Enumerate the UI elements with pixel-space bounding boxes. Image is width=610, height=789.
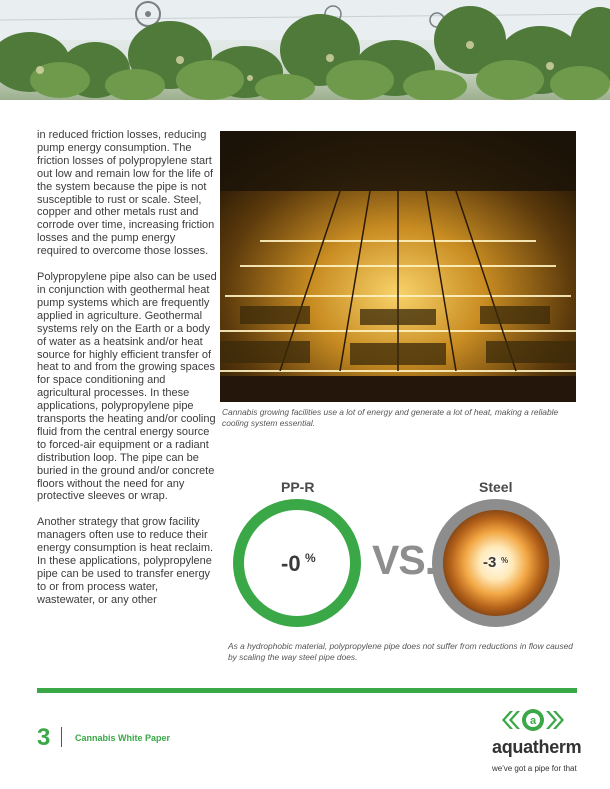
ppr-label: PP-R [281,479,315,495]
body-paragraph: in reduced friction losses, reducing pump energy consumption. The friction losses of polypropylene start out low and remain low for the life of the system because the pipe is not susceptible to rust or scale. Steel, copper and other metals rust and corrode over time, increasing friction losses and the pump energy required to overcome those losses. [37,129,215,258]
steel-percent-sign: % [501,556,509,565]
cannabis-plants-illustration [0,0,610,100]
aquatherm-logo-text: aquatherm [492,737,582,757]
body-paragraph: Another strategy that grow facility managers often use to reduce their energy consumption is heat reclaim. In these applications, polypropylene pipe can be used to transfer energy to or from process water, wastewater, or any other [37,516,214,606]
photo-caption: Cannabis growing facilities use a lot of energy and generate a lot of heat, making a reliable cooling system essential. [222,407,559,428]
logo-tagline: we've got a pipe for that [492,764,577,773]
page-number: 3 [37,724,51,751]
body-column [37,129,217,620]
body-paragraph: Polypropylene pipe also can be used in conjunction with geothermal heat pump systems which are frequently applied in agriculture. Geothermal systems rely on the Earth or a body of water as a heatsink and/or heat source for highly efficient transfer of heat to and from the growing spaces for space conditioning and agricultural processes. In these applications, polypropylene pipe transports the heating and/or cooling fluid from the central energy source to forced-air equipment or a radiant distribution loop. The pipe can be buried in the ground and/or concrete floors without the need for any protective sleeves or wrap. [37,271,217,503]
steel-flow-reduction: -3 [483,554,497,571]
ppr-flow-reduction: -0 [281,551,301,576]
grow-room-photo [220,131,576,402]
hero-image [0,0,610,100]
comparison-caption: As a hydrophobic material, polypropylene pipe does not suffer from reductions in flow caused by scaling the way steel pipe does. [228,641,573,662]
footer-divider [37,688,577,693]
aquatherm-logo-icon [502,707,564,733]
footer-separator [61,727,62,747]
svg-text:a: a [529,715,537,727]
grow-room-illustration [220,131,576,402]
document-title: Cannabis White Paper [75,733,171,743]
steel-label: Steel [479,479,513,495]
versus-text: VS. [372,537,436,583]
ppr-percent-sign: % [305,551,316,565]
